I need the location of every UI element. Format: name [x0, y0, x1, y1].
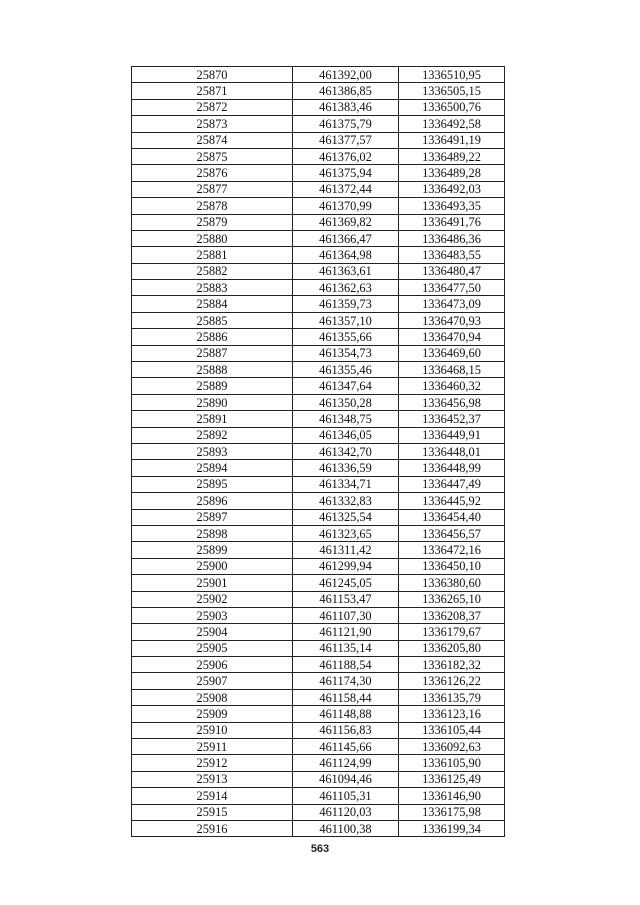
- point-number-cell: 25904: [132, 624, 293, 640]
- point-number-cell: 25891: [132, 411, 293, 427]
- x-coordinate-cell: 461336,59: [293, 460, 399, 476]
- table-row: [132, 99, 505, 115]
- table-row: [132, 673, 505, 689]
- y-coordinate-cell: 1336265,10: [399, 591, 505, 607]
- x-coordinate-cell: 461158,44: [293, 689, 399, 705]
- table-row: [132, 591, 505, 607]
- x-coordinate-cell: 461299,94: [293, 558, 399, 574]
- table-row: [132, 657, 505, 673]
- x-coordinate-cell: 461357,10: [293, 312, 399, 328]
- x-coordinate-cell: 461174,30: [293, 673, 399, 689]
- page-number: 563: [310, 843, 330, 855]
- x-coordinate-cell: 461153,47: [293, 591, 399, 607]
- y-coordinate-cell: 1336473,09: [399, 296, 505, 312]
- x-coordinate-cell: 461376,02: [293, 148, 399, 164]
- y-coordinate-cell: 1336493,35: [399, 198, 505, 214]
- y-coordinate-cell: 1336477,50: [399, 280, 505, 296]
- y-coordinate-cell: 1336483,55: [399, 247, 505, 263]
- table-row: [132, 607, 505, 623]
- table-row: [132, 755, 505, 771]
- table-row: [132, 493, 505, 509]
- x-coordinate-cell: 461124,99: [293, 755, 399, 771]
- y-coordinate-cell: 1336450,10: [399, 558, 505, 574]
- table-row: [132, 411, 505, 427]
- table-row: [132, 460, 505, 476]
- point-number-cell: 25877: [132, 181, 293, 197]
- x-coordinate-cell: 461355,66: [293, 329, 399, 345]
- y-coordinate-cell: 1336456,98: [399, 394, 505, 410]
- table-row: [132, 83, 505, 99]
- point-number-cell: 25873: [132, 116, 293, 132]
- table-row: [132, 198, 505, 214]
- y-coordinate-cell: 1336447,49: [399, 476, 505, 492]
- point-number-cell: 25884: [132, 296, 293, 312]
- x-coordinate-cell: 461120,03: [293, 804, 399, 820]
- coordinates-table-body: [132, 67, 505, 837]
- table-row: [132, 181, 505, 197]
- point-number-cell: 25893: [132, 443, 293, 459]
- table-row: [132, 280, 505, 296]
- y-coordinate-cell: 1336456,57: [399, 525, 505, 541]
- x-coordinate-cell: 461354,73: [293, 345, 399, 361]
- y-coordinate-cell: 1336199,34: [399, 820, 505, 836]
- point-number-cell: 25906: [132, 657, 293, 673]
- point-number-cell: 25897: [132, 509, 293, 525]
- x-coordinate-cell: 461359,73: [293, 296, 399, 312]
- table-row: [132, 476, 505, 492]
- x-coordinate-cell: 461350,28: [293, 394, 399, 410]
- point-number-cell: 25896: [132, 493, 293, 509]
- table-row: [132, 739, 505, 755]
- x-coordinate-cell: 461362,63: [293, 280, 399, 296]
- x-coordinate-cell: 461188,54: [293, 657, 399, 673]
- table-row: [132, 312, 505, 328]
- y-coordinate-cell: 1336470,94: [399, 329, 505, 345]
- table-row: [132, 558, 505, 574]
- table-row: [132, 788, 505, 804]
- y-coordinate-cell: 1336146,90: [399, 788, 505, 804]
- table-row: [132, 624, 505, 640]
- x-coordinate-cell: 461311,42: [293, 542, 399, 558]
- x-coordinate-cell: 461372,44: [293, 181, 399, 197]
- table-row: [132, 443, 505, 459]
- point-number-cell: 25899: [132, 542, 293, 558]
- point-number-cell: 25886: [132, 329, 293, 345]
- point-number-cell: 25913: [132, 771, 293, 787]
- x-coordinate-cell: 461346,05: [293, 427, 399, 443]
- point-number-cell: 25876: [132, 165, 293, 181]
- table-row: [132, 820, 505, 836]
- table-row: [132, 706, 505, 722]
- point-number-cell: 25892: [132, 427, 293, 443]
- x-coordinate-cell: 461347,64: [293, 378, 399, 394]
- x-coordinate-cell: 461156,83: [293, 722, 399, 738]
- point-number-cell: 25911: [132, 739, 293, 755]
- x-coordinate-cell: 461386,85: [293, 83, 399, 99]
- x-coordinate-cell: 461105,31: [293, 788, 399, 804]
- point-number-cell: 25900: [132, 558, 293, 574]
- table-row: [132, 296, 505, 312]
- point-number-cell: 25871: [132, 83, 293, 99]
- x-coordinate-cell: 461107,30: [293, 607, 399, 623]
- y-coordinate-cell: 1336491,19: [399, 132, 505, 148]
- point-number-cell: 25889: [132, 378, 293, 394]
- x-coordinate-cell: 461323,65: [293, 525, 399, 541]
- point-number-cell: 25915: [132, 804, 293, 820]
- y-coordinate-cell: 1336460,32: [399, 378, 505, 394]
- table-row: [132, 771, 505, 787]
- table-row: [132, 67, 505, 83]
- coordinates-table: [131, 66, 505, 837]
- y-coordinate-cell: 1336123,16: [399, 706, 505, 722]
- point-number-cell: 25887: [132, 345, 293, 361]
- point-number-cell: 25870: [132, 67, 293, 83]
- y-coordinate-cell: 1336489,22: [399, 148, 505, 164]
- y-coordinate-cell: 1336105,90: [399, 755, 505, 771]
- y-coordinate-cell: 1336486,36: [399, 230, 505, 246]
- table-row: [132, 378, 505, 394]
- table-row: [132, 427, 505, 443]
- point-number-cell: 25907: [132, 673, 293, 689]
- point-number-cell: 25880: [132, 230, 293, 246]
- point-number-cell: 25901: [132, 575, 293, 591]
- x-coordinate-cell: 461355,46: [293, 362, 399, 378]
- table-row: [132, 394, 505, 410]
- x-coordinate-cell: 461370,99: [293, 198, 399, 214]
- table-row: [132, 116, 505, 132]
- table-row: [132, 640, 505, 656]
- y-coordinate-cell: 1336135,79: [399, 689, 505, 705]
- point-number-cell: 25898: [132, 525, 293, 541]
- x-coordinate-cell: 461332,83: [293, 493, 399, 509]
- x-coordinate-cell: 461383,46: [293, 99, 399, 115]
- table-row: [132, 689, 505, 705]
- x-coordinate-cell: 461366,47: [293, 230, 399, 246]
- y-coordinate-cell: 1336105,44: [399, 722, 505, 738]
- point-number-cell: 25914: [132, 788, 293, 804]
- y-coordinate-cell: 1336175,98: [399, 804, 505, 820]
- point-number-cell: 25874: [132, 132, 293, 148]
- table-row: [132, 345, 505, 361]
- table-row: [132, 247, 505, 263]
- x-coordinate-cell: 461369,82: [293, 214, 399, 230]
- point-number-cell: 25902: [132, 591, 293, 607]
- x-coordinate-cell: 461392,00: [293, 67, 399, 83]
- point-number-cell: 25883: [132, 280, 293, 296]
- table-row: [132, 542, 505, 558]
- x-coordinate-cell: 461121,90: [293, 624, 399, 640]
- y-coordinate-cell: 1336454,40: [399, 509, 505, 525]
- point-number-cell: 25909: [132, 706, 293, 722]
- x-coordinate-cell: 461135,14: [293, 640, 399, 656]
- y-coordinate-cell: 1336492,58: [399, 116, 505, 132]
- y-coordinate-cell: 1336092,63: [399, 739, 505, 755]
- x-coordinate-cell: 461334,71: [293, 476, 399, 492]
- x-coordinate-cell: 461342,70: [293, 443, 399, 459]
- y-coordinate-cell: 1336452,37: [399, 411, 505, 427]
- table-row: [132, 165, 505, 181]
- point-number-cell: 25875: [132, 148, 293, 164]
- y-coordinate-cell: 1336505,15: [399, 83, 505, 99]
- point-number-cell: 25879: [132, 214, 293, 230]
- point-number-cell: 25912: [132, 755, 293, 771]
- y-coordinate-cell: 1336448,99: [399, 460, 505, 476]
- y-coordinate-cell: 1336489,28: [399, 165, 505, 181]
- x-coordinate-cell: 461245,05: [293, 575, 399, 591]
- point-number-cell: 25890: [132, 394, 293, 410]
- table-row: [132, 263, 505, 279]
- y-coordinate-cell: 1336126,22: [399, 673, 505, 689]
- point-number-cell: 25908: [132, 689, 293, 705]
- y-coordinate-cell: 1336469,60: [399, 345, 505, 361]
- x-coordinate-cell: 461375,79: [293, 116, 399, 132]
- y-coordinate-cell: 1336468,15: [399, 362, 505, 378]
- table-row: [132, 509, 505, 525]
- x-coordinate-cell: 461364,98: [293, 247, 399, 263]
- x-coordinate-cell: 461094,46: [293, 771, 399, 787]
- table-row: [132, 132, 505, 148]
- point-number-cell: 25872: [132, 99, 293, 115]
- point-number-cell: 25888: [132, 362, 293, 378]
- point-number-cell: 25885: [132, 312, 293, 328]
- y-coordinate-cell: 1336445,92: [399, 493, 505, 509]
- table-row: [132, 722, 505, 738]
- y-coordinate-cell: 1336205,80: [399, 640, 505, 656]
- point-number-cell: 25882: [132, 263, 293, 279]
- y-coordinate-cell: 1336380,60: [399, 575, 505, 591]
- x-coordinate-cell: 461348,75: [293, 411, 399, 427]
- y-coordinate-cell: 1336480,47: [399, 263, 505, 279]
- x-coordinate-cell: 461325,54: [293, 509, 399, 525]
- table-row: [132, 362, 505, 378]
- table-row: [132, 329, 505, 345]
- x-coordinate-cell: 461363,61: [293, 263, 399, 279]
- table-row: [132, 525, 505, 541]
- x-coordinate-cell: 461377,57: [293, 132, 399, 148]
- table-row: [132, 230, 505, 246]
- y-coordinate-cell: 1336470,93: [399, 312, 505, 328]
- point-number-cell: 25905: [132, 640, 293, 656]
- x-coordinate-cell: 461375,94: [293, 165, 399, 181]
- point-number-cell: 25878: [132, 198, 293, 214]
- y-coordinate-cell: 1336449,91: [399, 427, 505, 443]
- point-number-cell: 25895: [132, 476, 293, 492]
- table-row: [132, 214, 505, 230]
- y-coordinate-cell: 1336182,32: [399, 657, 505, 673]
- point-number-cell: 25910: [132, 722, 293, 738]
- y-coordinate-cell: 1336500,76: [399, 99, 505, 115]
- x-coordinate-cell: 461100,38: [293, 820, 399, 836]
- y-coordinate-cell: 1336491,76: [399, 214, 505, 230]
- table-row: [132, 804, 505, 820]
- y-coordinate-cell: 1336448,01: [399, 443, 505, 459]
- y-coordinate-cell: 1336472,16: [399, 542, 505, 558]
- table-row: [132, 148, 505, 164]
- point-number-cell: 25916: [132, 820, 293, 836]
- point-number-cell: 25894: [132, 460, 293, 476]
- x-coordinate-cell: 461148,88: [293, 706, 399, 722]
- x-coordinate-cell: 461145,66: [293, 739, 399, 755]
- point-number-cell: 25881: [132, 247, 293, 263]
- y-coordinate-cell: 1336208,37: [399, 607, 505, 623]
- point-number-cell: 25903: [132, 607, 293, 623]
- y-coordinate-cell: 1336179,67: [399, 624, 505, 640]
- y-coordinate-cell: 1336492,03: [399, 181, 505, 197]
- table-row: [132, 575, 505, 591]
- y-coordinate-cell: 1336125,49: [399, 771, 505, 787]
- y-coordinate-cell: 1336510,95: [399, 67, 505, 83]
